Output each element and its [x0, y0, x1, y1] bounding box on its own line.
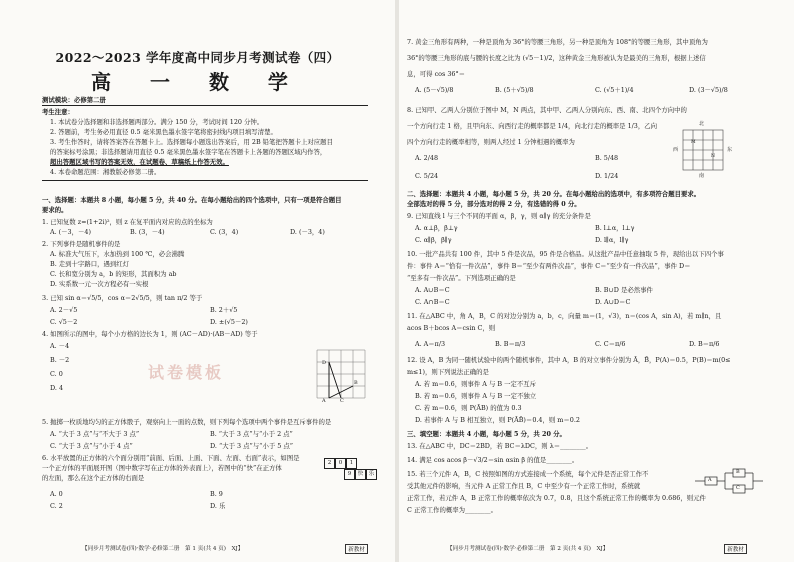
- question-12: 12. 设 A，B 为同一随机试验中的两个随机事件，其中 A，B 的对立事件分别为 Ā，B̄，P(A)＝0.5，P(B)＝m(0≤: [407, 356, 731, 364]
- notice-item: 1. 本试卷分选择题和非选择题两部分。满分 150 分，考试时间 120 分钟。: [50, 118, 264, 126]
- section-heading: 一、选择题：本题共 8 小题，每小题 5 分，共 40 分。在每小题给出的四个选项中，只有一项是符合题目: [42, 196, 342, 204]
- question-6: 一个正方体的平面展开图（图中数字写在正方体的外表面上），若图中的“快”在正方体: [42, 464, 282, 472]
- net-cell: 0: [335, 458, 346, 469]
- question-12: m≤1)，则下列说法正确的是: [407, 368, 489, 376]
- option: D. l∥α，l∥γ: [595, 236, 629, 244]
- footer-badge: 新教材: [724, 544, 747, 554]
- option: C. A∩B＝C: [415, 298, 450, 306]
- net-cell: 1: [346, 458, 357, 469]
- notice-item: 3. 考生作答时，请将答案答在答题卡上。选择题每小题选出答案后，用 2B 铅笔把答题卡上对应题目: [50, 138, 333, 146]
- option: A. 2/48: [415, 154, 439, 162]
- section-heading: 全部选对的得 5 分，部分选对的得 2 分，有选错的得 0 分。: [407, 200, 581, 208]
- option: C. 5/24: [415, 172, 439, 180]
- notice-item: 4. 本卷命题范围：湘教版必修第二册。: [50, 168, 161, 176]
- option: A. α⊥β，β⊥γ: [415, 224, 458, 232]
- notice-item: 的答案标号涂黑；非选择题请用直径 0.5 毫米黑色墨水签字笔在答题卡上各题的答题区域内作答，: [50, 148, 327, 156]
- option: C. (3，4): [210, 228, 239, 236]
- question-7: 36°的等腰三角形的底与腰的长度之比为 (√5－1)/2，这种黄金三角形被认为是最美的三角形，根据上述信: [407, 54, 706, 62]
- question-11: acos B＋bcos A＝csin C，则: [407, 324, 496, 332]
- question-1: 1. 已知复数 z=(1+2i)²，则 z 在复平面内对应的点的坐标为: [42, 218, 213, 226]
- option: B. l⊥α，l⊥γ: [595, 224, 635, 232]
- question-7: 息，可得 cos 36°＝: [407, 70, 466, 78]
- option: B. “大于 3 点”与“小于 2 点”: [210, 430, 293, 438]
- divider: [42, 180, 368, 181]
- option: D. 若事件 A 与 B 相互独立，则 P(ĀB̄)＝0.4，则 m＝0.2: [415, 416, 580, 424]
- compass-east: 东: [727, 147, 733, 153]
- net-cell: 9: [344, 469, 355, 480]
- section-heading: 要求的。: [42, 206, 68, 214]
- question-8: 8. 已知甲、乙两人分别位于图中 M，N 两点，其中甲、乙两人分别向东、西、南、北四个方向中的: [407, 106, 687, 114]
- point-label: C: [340, 398, 344, 404]
- option: D. (－3，4): [290, 228, 325, 236]
- option: C. “大于 3 点”与“小于 4 点”: [50, 442, 133, 450]
- notice-item: 2. 答题前，考生务必用直径 0.5 毫米黑色墨水签字笔将密封线内项目填写清楚。: [50, 128, 277, 136]
- option: A. (－3，－4): [50, 228, 91, 236]
- option: A. 2－√5: [50, 306, 78, 314]
- option: B. 走到十字路口，遇到红灯: [50, 260, 130, 268]
- question-10: 件：事件 A＝“恰有一件次品”，事件 B＝“至少有两件次品”，事件 C＝“至少有一件次品”，事件 D＝: [407, 262, 691, 270]
- circuit-label-a: A: [708, 477, 712, 483]
- net-cell: 2: [324, 458, 335, 469]
- question-15: 正常工作，若元件 A，B 正常工作的概率依次为 0.7，0.8，且这个系统正常工作的概率为 0.686，则元件: [407, 494, 706, 502]
- section-heading: 三、填空题：本题共 4 小题，每小题 5 分，共 20 分。: [407, 430, 566, 438]
- footer-badge: 新教材: [345, 544, 368, 554]
- question-13: 13. 在△ABC 中，DC＝2BD，若 BC＝λDC，则 λ＝________。: [407, 442, 593, 450]
- notice-title: 考生注意：: [42, 108, 74, 116]
- stamp-watermark: 试卷模板: [148, 363, 225, 382]
- option: D. 乐: [210, 502, 226, 510]
- question-6: 的左面，那么在这个正方体的右面是: [42, 474, 145, 482]
- q15-circuit-figure: [693, 468, 765, 494]
- option: D. ±(√5－2): [210, 318, 248, 326]
- option: D. “大于 3 点”与“小于 5 点”: [210, 442, 294, 450]
- option: D. B＝π/6: [689, 340, 720, 348]
- question-6: 6. 水平放置的正方体的六个面分别用“前面、后面、上面、下面、左面、右面”表示，如图是: [42, 454, 300, 462]
- option: D. (3－√5)/8: [689, 86, 728, 94]
- section-heading: 二、选择题：本题共 4 小题，每小题 5 分，共 20 分。在每小题给出的选项中，有多项符合题目要求。: [407, 190, 701, 198]
- module-line: 测试模块：必修第二册: [42, 96, 106, 104]
- option: A. 标准大气压下，水加热到 100 ℃，必会沸腾: [50, 250, 185, 258]
- right-page: [399, 0, 794, 562]
- question-4: 4. 如图所示的图中，每个小方格的边长为 1，则 (AC－AD)·(AB－AD) 等于: [42, 330, 258, 338]
- option: B. 2＋√5: [210, 306, 238, 314]
- option: C. 长和宽分别为 a，b 的矩形，其面积为 ab: [50, 270, 177, 278]
- option: B. －2: [50, 356, 70, 364]
- option: B. B∪D 是必然事件: [595, 286, 653, 294]
- question-15: C 正常工作的概率为________。: [407, 506, 497, 514]
- question-11: 11. 在△ABC 中，角 A，B，C 的对边分别为 a，b，c，向量 m＝(1，√3)，n＝(cos A，sin A)，若 m∥n，且: [407, 312, 722, 320]
- option: C. √5－2: [50, 318, 78, 326]
- footer-text: 【同步月考测试卷(四)·数学·必修第二册 第 1 页(共 4 页) XJ】: [82, 546, 244, 552]
- net-cell: 乐: [366, 469, 377, 480]
- circuit-label-b: B: [736, 469, 740, 475]
- option: B. 5/48: [595, 154, 619, 162]
- circuit-label-c: C: [736, 485, 740, 491]
- question-10: “至多有一件次品”。下列选项正确的是: [407, 274, 516, 282]
- option: C. 若 m＝0.6，则 P(ĀB) 的值为 0.3: [415, 404, 522, 412]
- question-8: 四个方向行走的概率相等，则两人经过 1 分钟相遇的概率为: [407, 138, 575, 146]
- option: C. α∥β，β∥γ: [415, 236, 452, 244]
- option: C. C＝π/6: [595, 340, 626, 348]
- q8-grid-figure: [681, 128, 725, 172]
- question-5: 5. 抛掷一枚质地均匀的正方体骰子，观察向上一面的点数，则下列每个选项中两个事件是互斥事件的是: [42, 418, 332, 426]
- option: B. 9: [210, 490, 223, 498]
- question-2: 2. 下列事件是随机事件的是: [42, 240, 121, 248]
- compass-west: 西: [673, 147, 679, 153]
- divider: [42, 105, 368, 106]
- footer-text: 【同步月考测试卷(四)·数学·必修第二册 第 2 页(共 4 页) XJ】: [447, 546, 609, 552]
- question-14: 14. 满足 cos acos β－√3/2＝sin αsin β 的值是________。: [407, 456, 579, 464]
- option: D. A∪D＝C: [595, 298, 631, 306]
- option: A. A＝π/3: [415, 340, 446, 348]
- question-3: 3. 已知 sin α＝√5/5，cos α＝2√5/5，则 tan π/2 等于: [42, 294, 203, 302]
- cube-net: [324, 458, 377, 480]
- option: A. －4: [50, 342, 70, 350]
- option: C. (√5＋1)/4: [595, 86, 634, 94]
- option: D. 4: [50, 384, 64, 392]
- option: A. “大于 3 点”与“不大于 3 点”: [50, 430, 140, 438]
- option: A. 若 m＝0.6，则事件 A 与 B 一定不互斥: [415, 380, 537, 388]
- point-label: B: [354, 380, 358, 386]
- option: C. 0: [50, 370, 63, 378]
- question-7: 7. 黄金三角形有两种，一种是顶角为 36°的等腰三角形，另一种是顶角为 108°的等腰三角形，其中顶角为: [407, 38, 708, 46]
- option: B. B＝π/3: [495, 340, 526, 348]
- compass-south: 南: [699, 173, 705, 179]
- net-cell: 快: [355, 469, 366, 480]
- point-label: A: [322, 398, 326, 404]
- point-label: M: [691, 140, 696, 145]
- subject-title: 高 一 数 学: [91, 70, 304, 94]
- left-page: [0, 0, 395, 562]
- question-15: 受其他元件的影响，当元件 A 正常工作且 B，C 中至少有一个正常工作时，系统就: [407, 482, 641, 490]
- option: A. (5－√5)/8: [415, 86, 454, 94]
- option: A. 0: [50, 490, 63, 498]
- option: C. 2: [50, 502, 63, 510]
- notice-item: 超出答题区域书写的答案无效，在试题卷、草稿纸上作答无效。: [50, 158, 229, 166]
- option: D. 实系数一元一次方程必有一实根: [50, 280, 149, 288]
- question-8: 一个方向行走 1 格，且甲向东、向西行走的概率都是 1/4，向北行走的概率是 1/3，乙向: [407, 122, 658, 130]
- point-label: N: [711, 154, 715, 159]
- option: B. (5＋√5)/8: [495, 86, 534, 94]
- question-9: 9. 已知直线 l 与三个不同的平面 α，β，γ，则 α∥γ 的充分条件是: [407, 212, 591, 220]
- option: B. 若 m＝0.6，则事件 A 与 B 一定不独立: [415, 392, 537, 400]
- exam-title: 2022～2023 学年度高中同步月考测试卷（四）: [55, 50, 340, 65]
- question-10: 10. 一批产品共有 100 件，其中 5 件是次品，95 件是合格品。从这批产品中任意抽取 5 件，现给出以下四个事: [407, 250, 724, 258]
- option: A. A∪B＝C: [415, 286, 450, 294]
- compass-north: 北: [699, 121, 705, 127]
- option: D. 1/24: [595, 172, 619, 180]
- question-15: 15. 若三个元件 A，B，C 按照如图的方式连接成一个系统，每个元件是否正常工作不: [407, 470, 649, 478]
- point-label: D: [322, 360, 327, 366]
- option: B. (3，－4): [130, 228, 165, 236]
